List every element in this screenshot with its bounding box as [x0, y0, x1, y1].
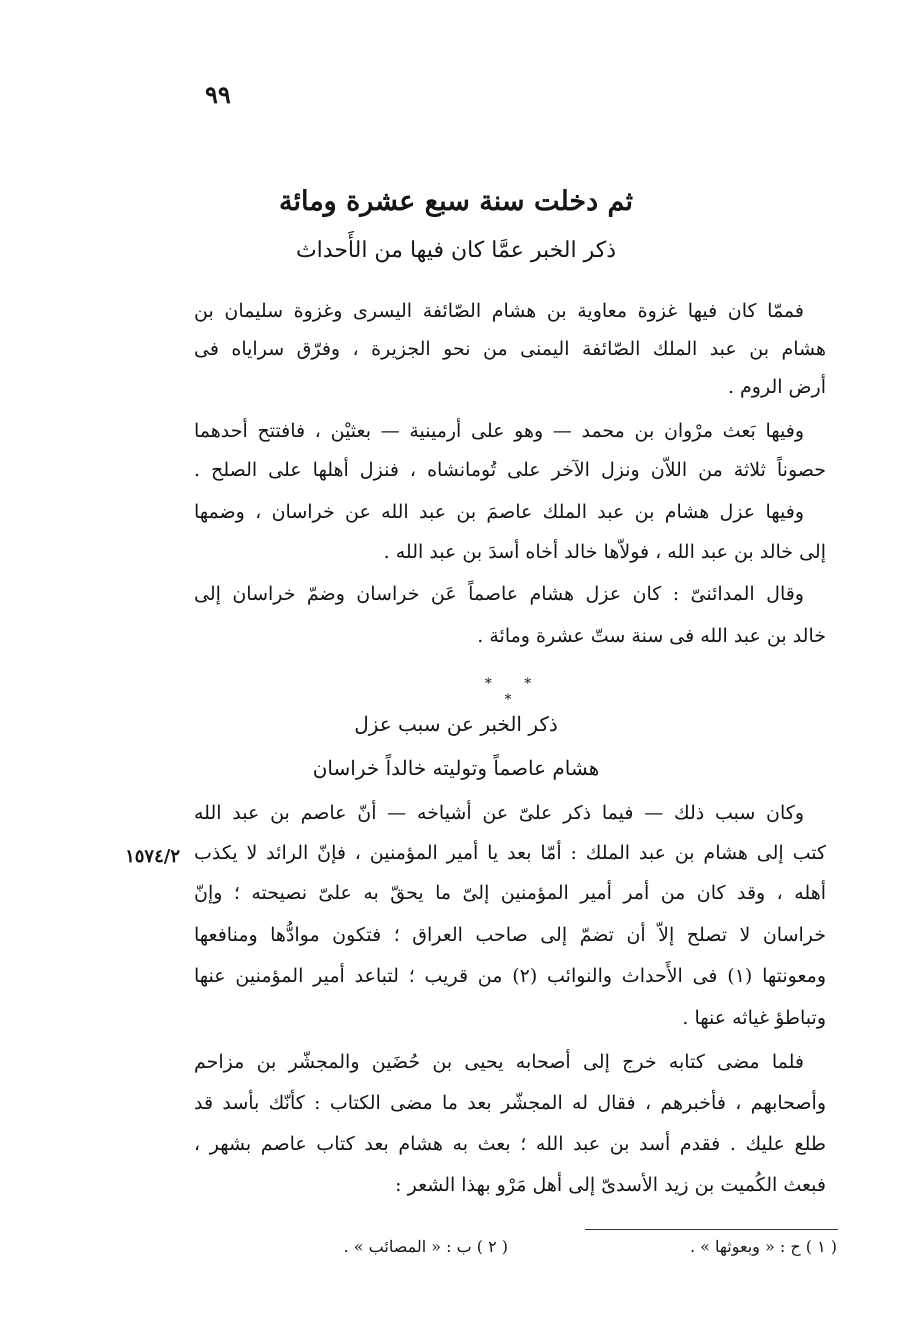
- page-number: ٩٩: [205, 80, 231, 109]
- section-title-continued: هشام عاصماً وتوليته خالداً خراسان: [312, 756, 600, 780]
- section-separator: * * *: [484, 676, 546, 708]
- text-line: وفيها بَعث مرْوان بن محمد — وهو على أرمينية — بعثيْن ، فافتتح أحدهما: [194, 420, 804, 442]
- section-title: ذكر الخبر عن سبب عزل: [354, 712, 558, 736]
- text-line: طلع عليك . فقدم أسد بن عبد الله ؛ بعث به هشام بعد كتاب عاصم بشهر ،: [194, 1133, 826, 1155]
- text-line: وفيها عزل هشام بن عبد الملك عاصمَ بن عبد الله عن خراسان ، وضمها: [194, 501, 804, 523]
- text-line: خالد بن عبد الله فى سنة ستّ عشرة ومائة .: [477, 625, 826, 647]
- chapter-subtitle: ذكر الخبر عمَّا كان فيها من الأَحداث: [295, 238, 617, 263]
- margin-reference: ١٥٧٤/٢: [125, 846, 180, 867]
- text-line: أهله ، وقد كان من أمر أمير المؤمنين إلىّ ما يحقّ به علىّ نصيحته ؛ وإنّ: [194, 882, 826, 904]
- chapter-title: ثم دخلت سنة سبع عشرة ومائة: [279, 186, 633, 217]
- footnote: ( ١ ) ح : « وبعوثها » .: [689, 1237, 837, 1256]
- text-line: وكان سبب ذلك — فيما ذكر علىّ عن أشياخه — أنّ عاصم بن عبد الله: [194, 802, 804, 824]
- text-line: حصوناً ثلاثة من اللاّن ونزل الآخر على تُومانشاه ، فنزل أهلها على الصلح .: [194, 459, 826, 481]
- text-line: وأصحابهم ، فأخبرهم ، فقال له المجشّر بعد ما مضى الكتاب : كأنّك بأسد قد: [194, 1092, 826, 1114]
- text-line: وقال المدائنىّ : كان عزل هشام عاصماً عَن خراسان وضمّ خراسان إلى: [194, 583, 804, 605]
- text-line: كتب إلى هشام بن عبد الملك : أمّا بعد يا أمير المؤمنين ، فإنّ الرائد لا يكذب: [194, 842, 826, 864]
- text-line: وتباطؤ غياثه عنها .: [682, 1007, 826, 1029]
- text-line: ومعونتها (١) فى الأَحداث والنوائب (٢) من قريب ؛ لتباعد أمير المؤمنين عنها: [194, 965, 826, 987]
- text-line: أرض الروم .: [727, 376, 826, 398]
- text-line: هشام بن عبد الملك الصّائفة اليمنى من نحو الجزيرة ، وفرّق سراياه فى: [194, 338, 826, 360]
- text-line: خراسان لا تصلح إلاّ أن تضمّ إلى صاحب العراق ؛ فتكون موادُّها ومنافعها: [194, 924, 826, 946]
- text-line: إلى خالد بن عبد الله ، فولاّها خالد أخاه أسدَ بن عبد الله .: [383, 541, 826, 563]
- footnote-divider: [585, 1229, 838, 1230]
- footnote: ( ٢ ) ب : « المصائب » .: [343, 1237, 508, 1256]
- text-line: فلما مضى كتابه خرج إلى أصحابه يحيى بن حُضَين والمجشّر بن مزاحم: [194, 1051, 804, 1073]
- text-line: فممّا كان فيها غزوة معاوية بن هشام الصّائفة اليسرى وغزوة سليمان بن: [194, 300, 804, 322]
- text-line: فبعث الكُميت بن زيد الأسدىّ إلى أهل مَرْو بهذا الشعر :: [395, 1174, 826, 1196]
